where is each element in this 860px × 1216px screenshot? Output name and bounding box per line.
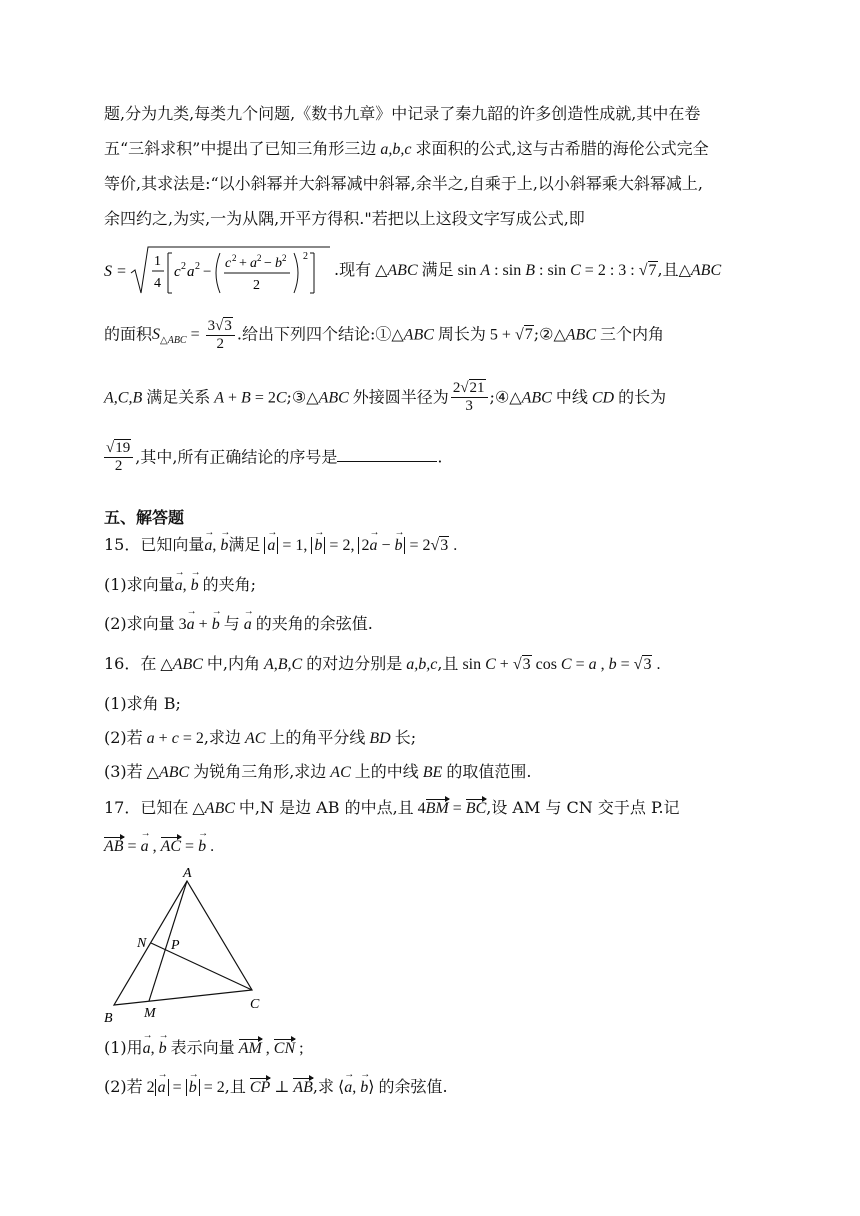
triangle-abc bbox=[114, 881, 252, 1005]
q16-part-3-text-a: (3)若 bbox=[104, 762, 143, 781]
p14-line-6-text-e: 三个内角 bbox=[599, 324, 664, 344]
q15-part-2-text-c: 的夹角的余弦值. bbox=[255, 614, 373, 633]
math-bd: BD bbox=[365, 730, 395, 747]
math-triangle-abc-9: △ABC bbox=[188, 800, 235, 817]
q17-stem-text-b: 中,N 是边 AB 的中点,且 bbox=[238, 798, 414, 817]
segment-am bbox=[149, 881, 187, 1001]
p14-line-6-text-b: .给出下列四个结论:① bbox=[236, 324, 392, 344]
svg-text:2: 2 bbox=[253, 278, 260, 293]
math-triangle-abc: △ABC bbox=[371, 262, 418, 279]
math-q16-condition: sin C + √3 cos C = a , b = √3 . bbox=[458, 656, 661, 673]
p14-line-8 bbox=[104, 440, 443, 490]
section-heading: 五、解答题 bbox=[104, 508, 185, 527]
math-triangle-abc-5: △ABC bbox=[306, 389, 349, 407]
q15-stem-text-a: 15．已知向量 bbox=[104, 535, 205, 554]
q17-part-2-text-d: 的余弦值. bbox=[378, 1077, 448, 1096]
q16-stem-text-c: 的对边分别是 bbox=[306, 654, 403, 673]
q17-part-2-text-b: ,且 bbox=[224, 1077, 246, 1096]
q16-part-2-text-d: 长; bbox=[394, 728, 417, 747]
p14-line-8-text-a: ,其中,所有正确结论的序号是 bbox=[135, 447, 338, 467]
p14-line-4: 余四约之,为实,一为从隅,开平方得积."若把以上这段文字写成公式,即 bbox=[104, 209, 585, 228]
q15-stem bbox=[104, 535, 457, 555]
math-perimeter: 5 + √7 bbox=[485, 326, 533, 344]
svg-text:=: = bbox=[117, 263, 127, 280]
q16-stem bbox=[104, 654, 660, 674]
q15-part-2 bbox=[104, 614, 373, 634]
label-m: M bbox=[144, 1006, 156, 1021]
svg-text:2: 2 bbox=[257, 253, 262, 263]
math-ac: AC bbox=[240, 730, 270, 747]
math-sides-abc: a,b,c bbox=[402, 656, 438, 673]
q16-part-1: (1)求角 B; bbox=[104, 694, 181, 713]
q17-stem-text-a: 17．已知在 bbox=[104, 798, 189, 817]
p14-line-7-text-c: 外接圆半径为 bbox=[352, 387, 449, 407]
math-median-length: $\frac{√19}{2}$ bbox=[104, 440, 133, 476]
p14-line-2-text-a: 五“三斜求积”中提出了已知三角形三边 bbox=[104, 139, 377, 158]
label-c: C bbox=[250, 997, 260, 1012]
svg-text:a: a bbox=[250, 256, 257, 271]
svg-text:c: c bbox=[225, 256, 232, 271]
math-triangle-abc-4: △ABC bbox=[553, 326, 596, 344]
q15-part-1-text-b: 的夹角; bbox=[202, 575, 257, 594]
segment-cn bbox=[151, 943, 252, 990]
p14-formula-line bbox=[104, 243, 721, 298]
svg-text:−: − bbox=[203, 264, 212, 280]
p14-line-6 bbox=[104, 318, 664, 368]
svg-text:2: 2 bbox=[181, 261, 186, 272]
p14-line-3: 等价,其求法是:“以小斜幂并大斜幂减中斜幂,余半之,自乘于上,以小斜幂乘大斜幂减上, bbox=[104, 174, 704, 193]
label-n: N bbox=[137, 936, 147, 951]
q17-stem-text-c: ,设 AM 与 CN 交于点 P.记 bbox=[486, 798, 680, 817]
math-circumradius: $\frac{2√21}{3}$ bbox=[451, 380, 488, 416]
q17-part-2-text-a: (2)若 bbox=[104, 1077, 143, 1096]
p14-line-5-text-a: .现有 bbox=[334, 260, 372, 279]
math-area: $S_{\triangle ABC}$ = $\frac{3√3}{2}$ bbox=[152, 326, 237, 343]
heron-formula bbox=[104, 243, 334, 298]
svg-text:a: a bbox=[187, 264, 195, 280]
q16-stem-text-b: 中,内角 bbox=[206, 654, 260, 673]
p14-line-7 bbox=[104, 380, 666, 430]
math-sine-ratio: sin A : sin B : sin C = 2 : 3 : √7 bbox=[453, 262, 657, 279]
math-triangle-abc-6: △ABC bbox=[509, 389, 552, 407]
svg-text:4: 4 bbox=[154, 276, 161, 291]
q16-part-2 bbox=[104, 728, 416, 748]
math-angles-abc: A,B,C bbox=[260, 656, 307, 673]
q17-part-2-text-c: ,求 bbox=[312, 1077, 334, 1096]
math-q15-conditions: → a = 1, → b = 2, 2→ a − → b = 2√3 . bbox=[260, 536, 457, 554]
p14-line-6-text-a: 的面积 bbox=[104, 324, 153, 344]
math-angles-acb: A,C,B bbox=[104, 389, 147, 407]
q16-stem-text-a: 16．在 bbox=[104, 654, 157, 673]
q16-part-3-text-b: 为锐角三角形,求边 bbox=[193, 762, 327, 781]
label-a: A bbox=[183, 866, 192, 881]
p14-line-2 bbox=[104, 139, 709, 159]
svg-text:2: 2 bbox=[303, 251, 308, 262]
math-triangle-abc-7: △ABC bbox=[156, 656, 203, 673]
svg-text:S: S bbox=[104, 263, 112, 280]
math-triangle-abc-3: △ABC bbox=[391, 326, 434, 344]
math-be: BE bbox=[418, 764, 447, 781]
p14-line-1: 题,分为九类,每类九个问题,《数书九章》中记录了秦九韶的许多创造性成就,其中在卷 bbox=[104, 104, 701, 123]
q16-part-2-text-b: ,求边 bbox=[203, 728, 241, 747]
p14-line-2-text-b: 求面积的公式,这与古希腊的海伦公式完全 bbox=[415, 139, 709, 158]
svg-text:2: 2 bbox=[282, 253, 287, 263]
q17-part-2 bbox=[104, 1077, 448, 1097]
svg-text:2: 2 bbox=[232, 253, 237, 263]
p14-line-6-text-d: ;② bbox=[533, 324, 554, 344]
svg-text:1: 1 bbox=[154, 254, 161, 269]
q17-part-1-text-a: (1)用 bbox=[104, 1038, 143, 1057]
p14-line-5-text-c: ,且 bbox=[657, 260, 679, 279]
math-abc: a,b,c bbox=[376, 141, 416, 158]
svg-text:+: + bbox=[239, 256, 247, 271]
svg-text:−: − bbox=[264, 256, 272, 271]
label-p: P bbox=[171, 938, 180, 953]
math-am-cn: AM , CN ; bbox=[238, 1040, 304, 1057]
p14-line-7-text-e: 中线 bbox=[555, 387, 588, 407]
answer-blank[interactable] bbox=[337, 447, 437, 462]
math-angle-ab: ⟨→ a, → b⟩ bbox=[334, 1079, 379, 1096]
p14-line-7-text-a: 满足关系 bbox=[146, 387, 211, 407]
q16-part-3 bbox=[104, 762, 531, 782]
q17-definitions bbox=[104, 836, 214, 856]
math-angle-relation: A + B = 2C bbox=[214, 389, 287, 407]
p14-line-5-text-b: 满足 bbox=[421, 260, 454, 279]
math-cd: CD bbox=[587, 389, 619, 407]
p14-line-7-text-f: 的长为 bbox=[618, 387, 667, 407]
p14-line-6-text-c: 周长为 bbox=[437, 324, 486, 344]
math-q17-magnitudes: 2→ a = → b = 2 bbox=[143, 1079, 225, 1096]
math-a-plus-c: a + c = 2 bbox=[146, 730, 204, 747]
math-ab-ac-defs: AB = → a , AC = → b . bbox=[104, 838, 214, 855]
math-vector-a: → a bbox=[240, 616, 256, 633]
q17-part-1-text-b: 表示向量 bbox=[170, 1038, 235, 1057]
q16-part-2-text-c: 上的角平分线 bbox=[269, 728, 366, 747]
p14-line-7-text-b: ;③ bbox=[286, 387, 307, 407]
q15-part-2-text-b: 与 bbox=[223, 614, 240, 633]
q16-part-2-text-a: (2)若 bbox=[104, 728, 143, 747]
svg-text:c: c bbox=[174, 264, 181, 280]
math-vectors-ab: → a, → b bbox=[204, 537, 228, 554]
q17-stem bbox=[104, 798, 680, 818]
math-vectors-ab-3: → a, → b bbox=[143, 1040, 171, 1057]
math-3a-plus-b: 3→ a + → b bbox=[175, 616, 224, 633]
math-cp-perp-ab: CP ⊥ AB bbox=[249, 1079, 313, 1096]
q15-stem-text-b: 满足 bbox=[228, 535, 261, 554]
math-triangle-abc-8: △ABC bbox=[142, 764, 190, 781]
p14-line-8-text-b: . bbox=[437, 447, 443, 467]
q17-part-1 bbox=[104, 1038, 304, 1058]
svg-text:2: 2 bbox=[195, 261, 200, 272]
q16-part-3-text-d: 的取值范围. bbox=[446, 762, 532, 781]
label-b: B bbox=[104, 1011, 113, 1026]
math-triangle-abc-2: △ABC bbox=[678, 262, 722, 279]
q16-part-3-text-c: 上的中线 bbox=[354, 762, 419, 781]
q15-part-1 bbox=[104, 575, 256, 595]
svg-text:b: b bbox=[275, 256, 282, 271]
p14-line-7-text-d: ;④ bbox=[489, 387, 510, 407]
q15-part-2-text-a: (2)求向量 bbox=[104, 614, 175, 633]
q15-part-1-text-a: (1)求向量 bbox=[104, 575, 175, 594]
math-ac-2: AC bbox=[326, 764, 355, 781]
math-4bm-bc: 4BM = BC bbox=[413, 800, 487, 817]
math-vectors-ab-2: → a, → b bbox=[175, 577, 203, 594]
q16-stem-text-d: ,且 bbox=[437, 654, 459, 673]
triangle-figure bbox=[100, 865, 280, 1030]
